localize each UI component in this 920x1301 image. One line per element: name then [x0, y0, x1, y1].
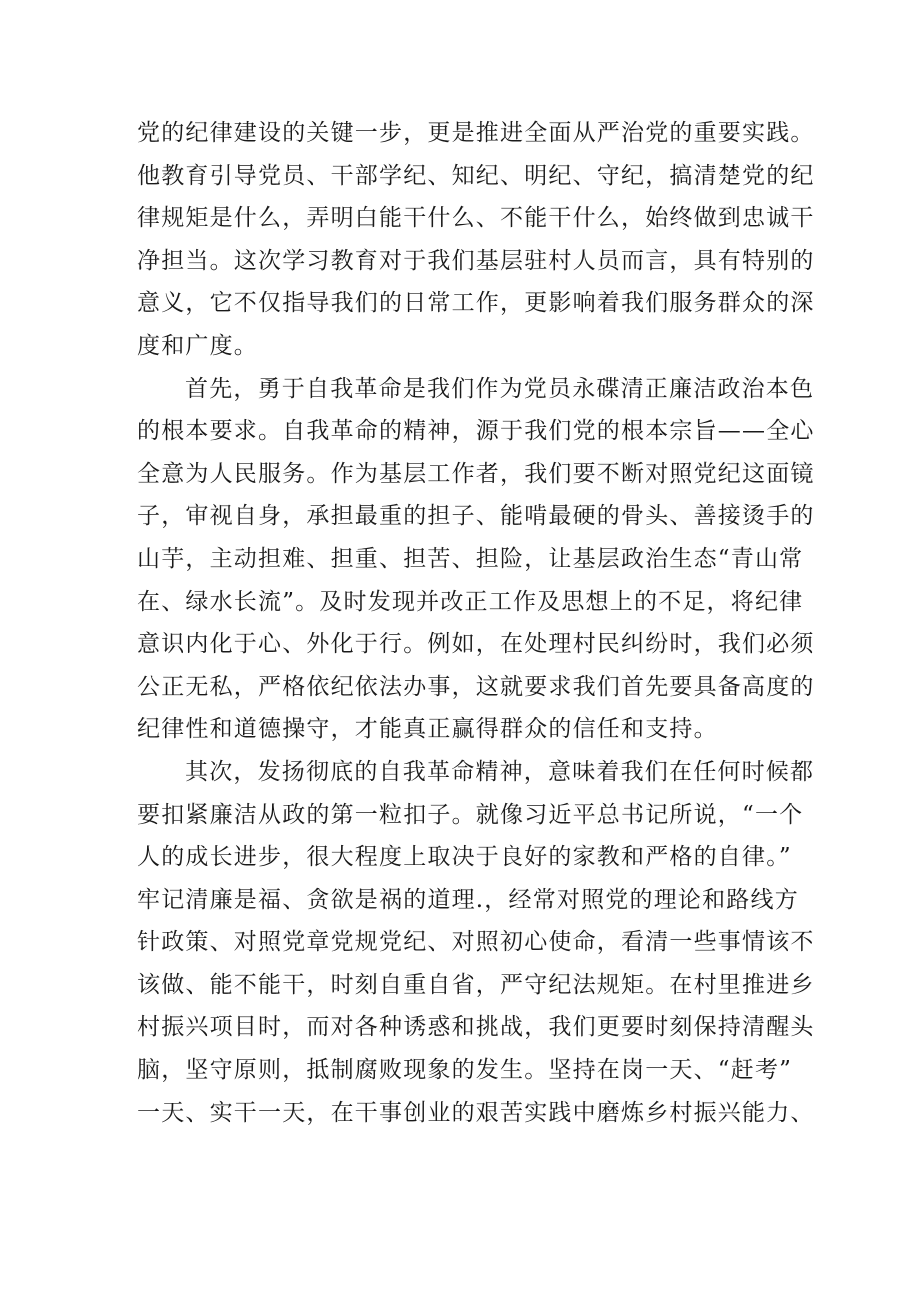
text-line: 在、绿水长流”。及时发现并改正工作及思想上的不足，将纪律	[137, 588, 804, 615]
text-line: 子，审视自身，承担最重的担子、能啃最硬的骨头、善接烫手的	[137, 503, 815, 530]
text-line: 首先，勇于自我革命是我们作为党员永碟清正廉洁政治本色	[185, 375, 815, 402]
paragraph-1	[137, 112, 815, 368]
text-line: 公正无私，严格依纪依法办事，这就要求我们首先要具备高度的	[137, 673, 815, 700]
text-line: 纪律性和道德操守，才能真正赢得群众的信任和支持。	[137, 716, 718, 743]
paragraph-2	[137, 368, 815, 751]
text-line: 意义，它不仅指导我们的日常工作，更影响着我们服务群众的深	[137, 290, 815, 317]
text-line: 全意为人民服务。作为基层工作者，我们要不断对照党纪这面镜	[137, 460, 815, 487]
text-line: 意识内化于心、外化于行。例如，在处理村民纠纷时，我们必须	[137, 631, 815, 658]
text-line: 的根本要求。自我革命的精神，源于我们党的根本宗旨——全心	[137, 418, 815, 445]
text-line: 律规矩是什么，弄明白能干什么、不能干什么，始终做到忠诚干	[137, 205, 815, 232]
text-line: 村振兴项目时，而对各种诱惑和挑战，我们更要时刻保持清醒头	[137, 1014, 815, 1041]
text-line: 一天、实干一天，在干事创业的艰苦实践中磨炼乡村振兴能力、	[137, 1099, 815, 1126]
text-line: 人的成长进步，很大程度上取决于良好的家教和严格的自律。”	[137, 844, 792, 871]
text-line: 针政策、对照党章党规党纪、对照初心使命，看清一些事情该不	[137, 929, 815, 956]
text-line: 脑，坚守原则，抵制腐败现象的发生。坚持在岗一天、“赶考”	[137, 1057, 793, 1084]
text-line: 要扣紧廉洁从政的第一粒扣子。就像习近平总书记所说，“一个	[137, 801, 804, 828]
paragraph-3	[137, 751, 815, 1134]
text-line: 净担当。这次学习教育对于我们基层驻村人员而言，具有特别的	[137, 247, 815, 274]
document-body	[137, 112, 815, 1134]
text-line: 山芋，主动担难、担重、担苦、担险，让基层政治生态“青山常	[137, 545, 804, 572]
text-line: 该做、能不能干，时刻自重自省，严守纪法规矩。在村里推进乡	[137, 971, 815, 998]
text-line: 度和广度。	[137, 332, 258, 359]
text-line: 党的纪律建设的关键一步，更是推进全面从严治党的重要实践。	[137, 120, 815, 146]
text-line: 牢记清廉是福、贪欲是祸的道理.，经常对照党的理论和路线方	[137, 886, 799, 913]
text-line: 他教育引导党员、干部学纪、知纪、明纪、守纪，搞清楚党的纪	[137, 162, 815, 189]
text-line: 其次，发扬彻底的自我革命精神，意味着我们在任何时候都	[185, 758, 815, 785]
